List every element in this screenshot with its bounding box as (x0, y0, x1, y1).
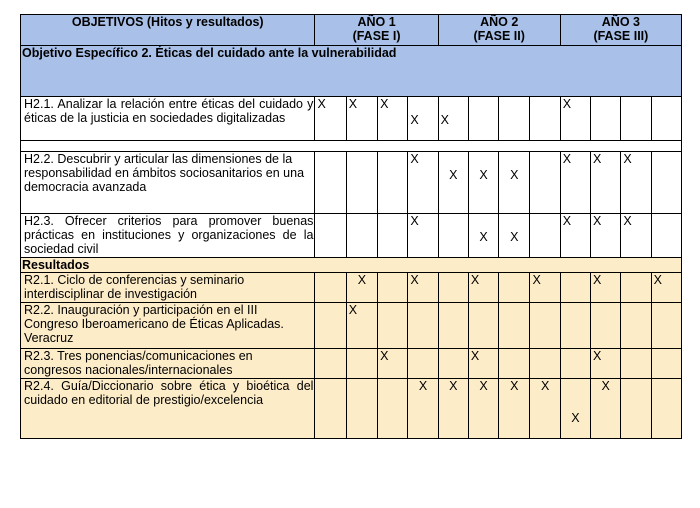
mark-cell: X (510, 168, 519, 182)
milestone-row-h2-3 (21, 214, 682, 258)
mark-cell: X (317, 97, 326, 111)
spacer-row (21, 141, 682, 152)
mark-cell: X (562, 214, 572, 228)
mark-cell: X (410, 113, 419, 127)
mark-cell: X (357, 273, 367, 287)
year-3-header: AÑO 3 (FASE III) (560, 15, 681, 46)
mark-cell: X (470, 273, 480, 287)
mark-cell: X (510, 230, 519, 244)
result-text: R2.3. Tres ponencias/comunicaciones en congresos nacionales/internacionales (21, 349, 315, 379)
result-text: R2.2. Inauguración y participación en el III Congreso Iberoamericano de Éticas Aplicadas. Veracruz (21, 303, 315, 349)
mark-cell: X (562, 97, 572, 111)
mark-cell: X (593, 349, 602, 363)
results-header-row (21, 258, 682, 273)
result-row-r2-1 (21, 273, 682, 303)
mark-cell: X (479, 230, 488, 244)
mark-cell: X (571, 411, 580, 425)
result-row-r2-4 (21, 379, 682, 439)
milestone-text: H2.2. Descubrir y articular las dimensiones de la responsabilidad en ámbitos sociosanitarios en una democracia avanzada (21, 152, 315, 214)
mark-cell: X (593, 152, 602, 166)
header-row (21, 15, 682, 46)
objective-row (21, 46, 682, 97)
mark-cell: X (418, 379, 428, 393)
result-row-r2-2 (21, 303, 682, 349)
schedule-table (20, 14, 682, 439)
objectives-header: OBJETIVOS (Hitos y resultados) (21, 15, 315, 46)
milestone-text: H2.1. Analizar la relación entre éticas del cuidado y éticas de la justicia en sociedades digitalizadas (21, 97, 315, 141)
year-1-header: AÑO 1 (FASE I) (315, 15, 438, 46)
mark-cell: X (410, 214, 419, 228)
objective-title: Objetivo Específico 2. Éticas del cuidado ante la vulnerabilidad (21, 46, 682, 97)
mark-cell: X (593, 273, 602, 287)
year-2-header: AÑO 2 (FASE II) (438, 15, 560, 46)
mark-cell: X (510, 379, 519, 393)
mark-cell: X (532, 273, 541, 287)
result-text: R2.1. Ciclo de conferencias y seminario interdisciplinar de investigación (21, 273, 315, 303)
mark-cell: X (440, 113, 449, 127)
result-text: R2.4. Guía/Diccionario sobre ética y bioética del cuidado en editorial de prestigio/excelencia (21, 379, 315, 439)
results-label: Resultados (21, 258, 682, 273)
mark-cell: X (410, 273, 419, 287)
result-row-r2-3 (21, 349, 682, 379)
mark-cell: X (623, 214, 632, 228)
mark-cell: X (449, 168, 458, 182)
mark-cell: X (540, 379, 550, 393)
mark-cell: X (593, 214, 602, 228)
mark-cell: X (348, 303, 358, 317)
milestone-row-h2-2 (21, 152, 682, 214)
mark-cell: X (348, 97, 358, 111)
mark-cell: X (653, 273, 662, 287)
mark-cell: X (479, 168, 488, 182)
mark-cell: X (562, 152, 572, 166)
milestone-text: H2.3. Ofrecer criterios para promover buenas prácticas en instituciones y organizaciones de la sociedad civil (21, 214, 315, 258)
mark-cell: X (601, 379, 610, 393)
mark-cell: X (380, 97, 389, 111)
mark-cell: X (380, 349, 389, 363)
mark-cell: X (449, 379, 458, 393)
milestone-row-h2-1 (21, 97, 682, 141)
mark-cell: X (410, 152, 419, 166)
mark-cell: X (470, 349, 480, 363)
mark-cell: X (479, 379, 488, 393)
mark-cell: X (623, 152, 632, 166)
